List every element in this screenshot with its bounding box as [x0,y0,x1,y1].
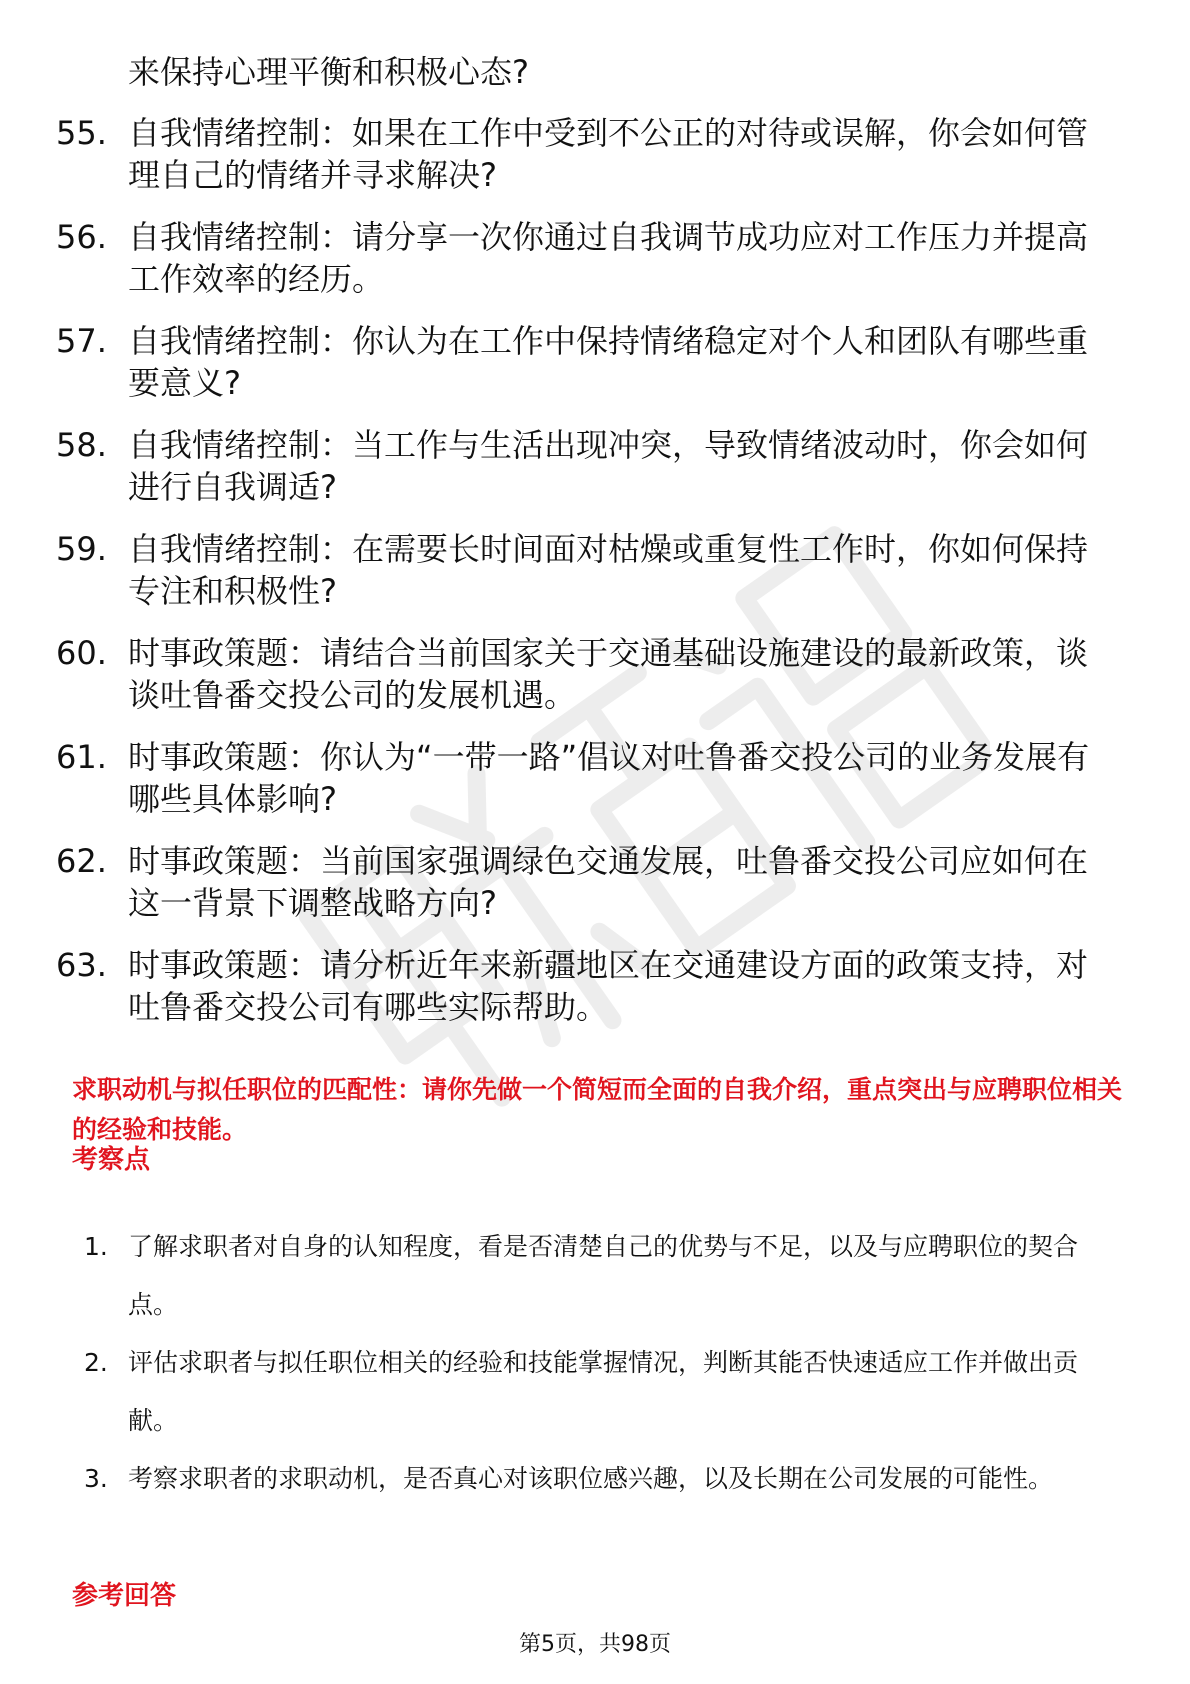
question-number: 58. [56,426,107,464]
assessment-heading: 考察点 [72,1145,151,1175]
assessment-number: 1. [84,1232,108,1261]
question-item [56,632,1116,716]
highlight-question: 求职动机与拟任职位的匹配性：请你先做一个简短而全面的自我介绍，重点突出与应聘职位相关的经验和技能。 [72,1075,1123,1144]
continuation-text: 来保持心理平衡和积极心态? [128,53,529,91]
page-footer: 第5页，共98页 [519,1632,671,1657]
question-number: 57. [56,322,107,360]
question-item [56,840,1116,924]
question-text: 时事政策题：你认为“一带一路”倡议对吐鲁番交投公司的业务发展有哪些具体影响? [128,738,1090,818]
question-list [56,112,1116,1048]
question-number: 61. [56,738,107,776]
question-number: 62. [56,842,107,880]
reference-heading: 参考回答 [72,1581,177,1611]
question-item [56,112,1116,196]
question-item [56,320,1116,404]
assessment-item [84,1450,1124,1566]
question-text: 自我情绪控制：当工作与生活出现冲突，导致情绪波动时，你会如何进行自我调适? [128,426,1089,506]
question-number: 63. [56,946,107,984]
question-item [56,528,1116,612]
question-item [56,944,1116,1028]
assessment-item [84,1218,1124,1334]
question-text: 自我情绪控制：你认为在工作中保持情绪稳定对个人和团队有哪些重要意义? [128,322,1089,402]
question-number: 56. [56,218,107,256]
assessment-text: 评估求职者与拟任职位相关的经验和技能掌握情况，判断其能否快速适应工作并做出贡献。 [128,1348,1079,1435]
question-number: 59. [56,530,107,568]
assessment-list [84,1218,1124,1566]
question-text: 自我情绪控制：请分享一次你通过自我调节成功应对工作压力并提高工作效率的经历。 [128,218,1089,298]
question-text: 自我情绪控制：如果在工作中受到不公正的对待或误解，你会如何管理自己的情绪并寻求解决? [128,114,1089,194]
assessment-text: 了解求职者对自身的认知程度，看是否清楚自己的优势与不足，以及与应聘职位的契合点。 [128,1232,1079,1319]
question-text: 时事政策题：请结合当前国家关于交通基础设施建设的最新政策，谈谈吐鲁番交投公司的发展机遇。 [128,634,1089,714]
question-text: 时事政策题：当前国家强调绿色交通发展，吐鲁番交投公司应如何在这一背景下调整战略方向? [128,842,1089,922]
assessment-number: 3. [84,1464,108,1493]
question-text: 自我情绪控制：在需要长时间面对枯燥或重复性工作时，你如何保持专注和积极性? [128,530,1089,610]
question-number: 60. [56,634,107,672]
question-item [56,736,1116,820]
question-item [56,216,1116,300]
question-item [56,424,1116,508]
question-text: 时事政策题：请分析近年来新疆地区在交通建设方面的政策支持，对吐鲁番交投公司有哪些实际帮助。 [128,946,1089,1026]
assessment-number: 2. [84,1348,108,1377]
question-number: 55. [56,114,107,152]
assessment-text: 考察求职者的求职动机，是否真心对该职位感兴趣，以及长期在公司发展的可能性。 [128,1464,1054,1493]
assessment-item [84,1334,1124,1450]
